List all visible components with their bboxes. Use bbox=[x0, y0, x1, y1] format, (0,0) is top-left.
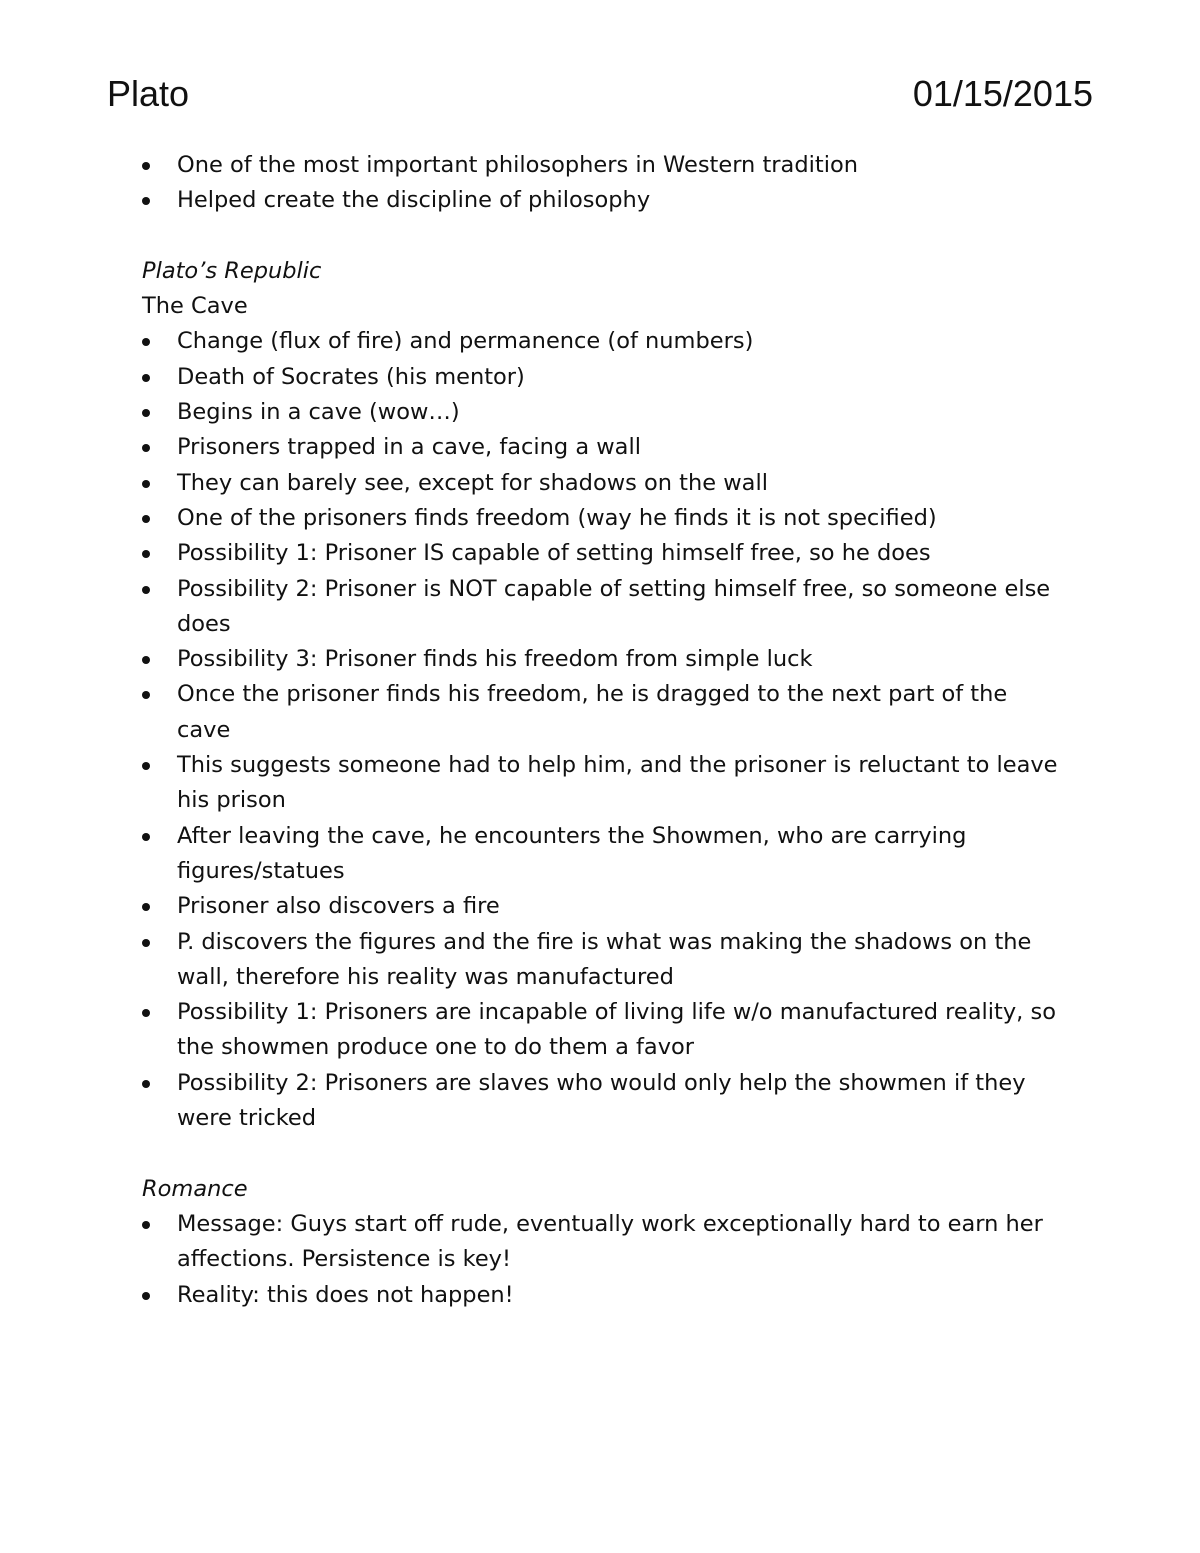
list-item bbox=[142, 360, 1062, 395]
bullet-icon bbox=[142, 1221, 150, 1229]
list-item-text: P. discovers the figures and the fire is what was making the shadows on the wall, therefore his reality was manufactured bbox=[177, 928, 1032, 990]
bullet-icon bbox=[142, 338, 150, 346]
list-item-text: Death of Socrates (his mentor) bbox=[177, 363, 525, 390]
intro-list bbox=[142, 148, 1062, 219]
bullet-icon bbox=[142, 586, 150, 594]
romance-list bbox=[142, 1207, 1062, 1313]
list-item bbox=[142, 1066, 1062, 1137]
notes-body bbox=[142, 148, 1062, 1313]
list-item bbox=[142, 466, 1062, 501]
section-spacer bbox=[142, 219, 1062, 254]
list-item bbox=[142, 925, 1062, 996]
bullet-icon bbox=[142, 444, 150, 452]
list-item-text: Helped create the discipline of philosophy bbox=[177, 187, 651, 214]
bullet-icon bbox=[142, 197, 150, 205]
list-item-text: Possibility 2: Prisoners are slaves who would only help the showmen if they were tricked bbox=[177, 1069, 1026, 1132]
list-item bbox=[142, 995, 1062, 1066]
list-item-text: Change (flux of fire) and permanence (of numbers) bbox=[177, 328, 754, 355]
bullet-icon bbox=[142, 903, 150, 911]
list-item-text: Possibility 2: Prisoner is NOT capable of setting himself free, so someone else does bbox=[177, 575, 1051, 637]
list-item-text: They can barely see, except for shadows on the wall bbox=[177, 469, 768, 496]
bullet-icon bbox=[142, 691, 150, 699]
bullet-icon bbox=[142, 409, 150, 417]
bullet-icon bbox=[142, 1080, 150, 1088]
bullet-icon bbox=[142, 1292, 150, 1300]
page-title: Plato bbox=[107, 73, 190, 114]
list-item bbox=[142, 536, 1062, 571]
bullet-icon bbox=[142, 833, 150, 841]
list-item-text: Message: Guys start off rude, eventually work exceptionally hard to earn her affections. Persistence is key! bbox=[177, 1210, 1043, 1273]
list-item-text: Reality: this does not happen! bbox=[177, 1281, 514, 1308]
bullet-icon bbox=[142, 550, 150, 558]
list-item-text: After leaving the cave, he encounters the Showmen, who are carrying figures/statues bbox=[177, 822, 967, 884]
list-item bbox=[142, 148, 1062, 183]
bullet-icon bbox=[142, 1009, 150, 1017]
bullet-icon bbox=[142, 762, 150, 770]
list-item bbox=[142, 501, 1062, 536]
list-item bbox=[142, 183, 1062, 218]
page-date: 01/15/2015 bbox=[912, 73, 1093, 114]
list-item-text: This suggests someone had to help him, and the prisoner is reluctant to leave his prison bbox=[177, 752, 1058, 814]
bullet-icon bbox=[142, 374, 150, 382]
cave-list bbox=[142, 324, 1062, 1136]
bullet-icon bbox=[142, 515, 150, 523]
list-item bbox=[142, 324, 1062, 359]
list-item-text: Begins in a cave (wow…) bbox=[177, 399, 460, 426]
section-spacer bbox=[142, 1136, 1062, 1171]
list-item-text: Possibility 1: Prisoners are incapable of living life w/o manufactured reality, so the showmen produce one to do them a favor bbox=[177, 999, 1056, 1061]
list-item bbox=[142, 430, 1062, 465]
list-item bbox=[142, 1207, 1062, 1278]
list-item-text: Possibility 1: Prisoner IS capable of setting himself free, so he does bbox=[177, 540, 931, 567]
list-item-text: One of the most important philosophers in Western tradition bbox=[177, 152, 858, 178]
list-item-text: Once the prisoner finds his freedom, he is dragged to the next part of the cave bbox=[177, 681, 1008, 743]
bullet-icon bbox=[142, 656, 150, 664]
section-heading-romance: Romance bbox=[142, 1175, 248, 1202]
list-item bbox=[142, 677, 1062, 748]
bullet-icon bbox=[142, 162, 150, 170]
list-item bbox=[142, 1278, 1062, 1313]
list-item bbox=[142, 748, 1062, 819]
list-item bbox=[142, 889, 1062, 924]
page-header bbox=[107, 70, 1093, 118]
list-item bbox=[142, 572, 1062, 643]
list-item-text: One of the prisoners finds freedom (way he finds it is not specified) bbox=[177, 504, 937, 531]
bullet-icon bbox=[142, 480, 150, 488]
list-item-text: Prisoners trapped in a cave, facing a wall bbox=[177, 434, 641, 461]
bullet-icon bbox=[142, 939, 150, 947]
list-item-text: Prisoner also discovers a fire bbox=[177, 893, 500, 920]
section-heading-republic: Plato’s Republic bbox=[142, 257, 322, 284]
section-subheading-cave: The Cave bbox=[142, 293, 248, 320]
list-item bbox=[142, 819, 1062, 890]
list-item-text: Possibility 3: Prisoner finds his freedom from simple luck bbox=[177, 646, 813, 673]
list-item bbox=[142, 395, 1062, 430]
list-item bbox=[142, 642, 1062, 677]
